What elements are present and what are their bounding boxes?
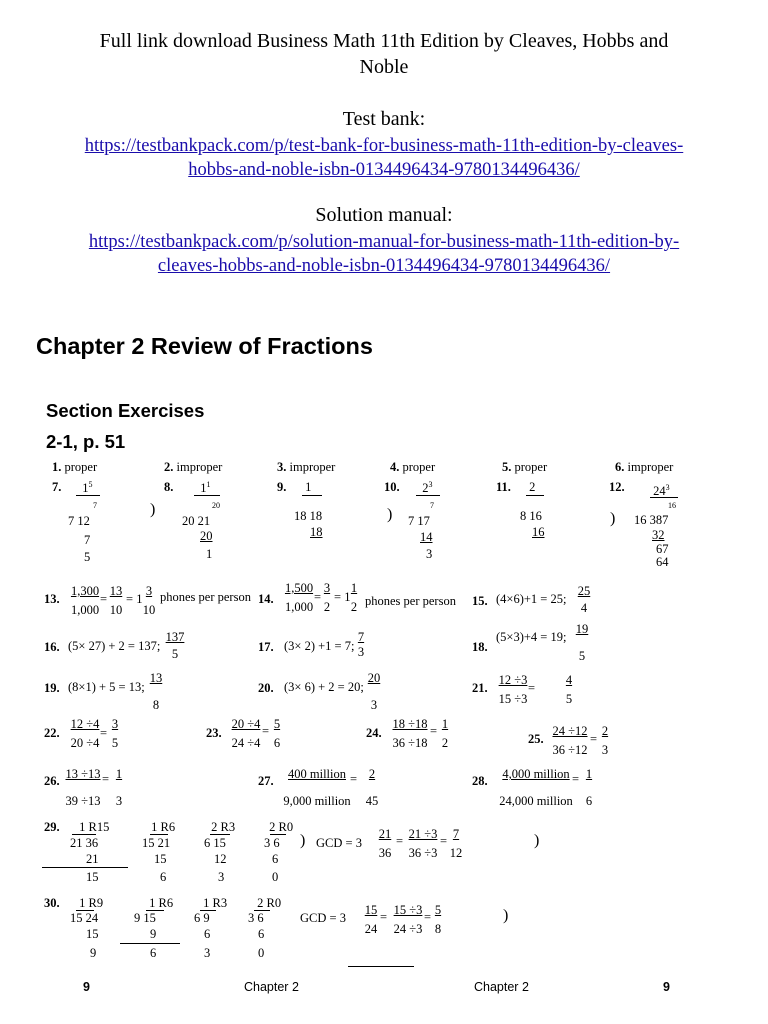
problem-24-number: 24. [366,726,382,740]
problem-21-fraction: 12 ÷3 15 ÷3 [498,673,528,706]
problem-7-fraction-denominator: 7 [93,501,97,510]
problem-9-number: 9. [277,480,287,494]
problem-8-dividend: 20 21 [182,514,211,528]
problem-30-step-4: 2 R0 [257,896,282,910]
problem-10-fraction-denominator: 7 [430,501,434,510]
problem-12-remainder-2: 64 [656,555,669,569]
problem-17-answer: 7 3 [357,630,365,659]
problem-number: 3. [277,460,287,474]
problem-3 [277,460,335,475]
problem-22-number: 22. [44,726,60,740]
problem-answer: improper [176,460,223,474]
problem-16-answer: 137 5 [165,630,185,661]
problem-29-step-1-subtract: 21 [86,852,99,866]
problem-28-answer: 1 6 [585,767,593,808]
problem-24-answer: 1 2 [441,717,449,750]
problem-29-fraction: 21 36 [378,827,392,860]
problem-22-fraction: 12 ÷4 20 ÷4 [70,717,100,750]
problem-29-gcd: GCD = 3 [316,836,362,850]
problem-30-step-4-remainder: 0 [258,946,265,960]
problem-10-subtract: 14 [420,530,433,544]
problem-29-step-2: 1 R6 [151,820,176,834]
bracket-mark: ) [387,506,393,523]
problem-29-number: 29. [44,820,60,834]
problem-21-answer: 4 5 [565,673,573,706]
problem-30-step-2-dividend: 9 15 [134,911,156,925]
problem-18-number: 18. [472,640,488,654]
footer-page-number-right: 9 [663,980,670,994]
problem-answer: proper [402,460,436,474]
problem-29-step-1: 1 R15 [79,820,110,834]
problem-29-step-3: 2 R3 [211,820,236,834]
problem-29-step-3-subtract: 12 [214,852,227,866]
problem-5 [502,460,547,475]
problem-8-quotient: $1^1$ [200,480,211,496]
problem-29-step-2-dividend: 15 21 [142,836,171,850]
problem-13-fraction: 1,300 1,000 [70,584,100,617]
problem-26-answer: 1 3 [115,767,123,808]
problem-29-step-3-dividend: 6 15 [204,836,226,850]
problem-14-fraction: 1,500 1,000 [284,581,314,614]
footer-page-number-left: 9 [83,980,90,994]
problem-27-fraction: 400 million 9,000 million [283,767,351,808]
problem-30-step-1-dividend: 15 24 [70,911,99,925]
problem-23-fraction: 20 ÷4 24 ÷4 [231,717,261,750]
problem-26-number: 26. [44,774,60,788]
problem-12-quotient: $24^3$ [653,483,670,499]
problem-25-number: 25. [528,732,544,746]
problem-17-number: 17. [258,640,274,654]
problem-23-number: 23. [206,726,222,740]
doc-title-line-1: Full link download Business Math 11th Edition by Cleaves, Hobbs and [99,30,669,52]
doc-title-line-2: Noble [359,56,409,78]
problem-7-number: 7. [52,480,62,494]
testbank-link-line-2[interactable]: hobbs-and-noble-isbn-0134496434-9780134496436/ [188,160,580,180]
problem-30-step-2: 1 R6 [149,896,174,910]
problem-11-dividend: 8 16 [520,509,542,523]
bracket-mark: ) [300,832,306,849]
solution-label: Solution manual: [315,204,453,226]
problem-29-step-2-remainder: 6 [160,870,167,884]
problem-11-quotient: 2 [529,480,536,494]
problem-27-answer: 2 45 [365,767,379,808]
problem-15-expression: (4×6)+1 = 25; [496,592,567,606]
problem-25-fraction: 24 ÷12 36 ÷12 [552,724,588,757]
problem-8-fraction-denominator: 20 [212,501,220,510]
problem-29-step-1-dividend: 21 36 [70,836,99,850]
problem-10-dividend: 7 17 [408,514,430,528]
problem-30-step-1: 1 R9 [79,896,104,910]
solution-link-line-1[interactable]: https://testbankpack.com/p/solution-manual-for-business-math-11th-edition-by- [88,232,680,252]
problem-8-number: 8. [164,480,174,494]
problem-30-number: 30. [44,896,60,910]
problem-28-fraction: 4,000 million 24,000 million [499,767,573,808]
problem-30-gcd: GCD = 3 [300,911,346,925]
problem-14-fraction-2: 3 2 [323,581,331,614]
testbank-link-line-1[interactable]: https://testbankpack.com/p/test-bank-for-business-math-11th-edition-by-cleaves- [84,136,684,156]
problem-12-remainder: 67 [656,542,669,556]
problem-7-dividend: 7 12 [68,514,90,528]
problem-30-step-1-subtract: 15 [86,927,99,941]
problem-29-step-4-subtract: 6 [272,852,279,866]
problem-answer: improper [289,460,336,474]
problem-24-fraction: 18 ÷18 36 ÷18 [392,717,428,750]
problem-18-answer: 19 5 [575,622,589,663]
solution-link-line-2[interactable]: cleaves-hobbs-and-noble-isbn-0134496434-9780134496436/ [157,256,611,276]
problem-21-number: 21. [472,681,488,695]
problem-29-answer: 7 12 [449,827,463,860]
problem-23-answer: 5 6 [273,717,281,750]
problem-29-step-4-dividend: 3 6 [264,836,280,850]
problem-7-subtract: 7 [84,533,91,547]
problem-15-answer: 25 4 [577,584,591,615]
problem-10-quotient: $2^3$ [422,480,433,496]
problem-30-step-3-dividend: 6 9 [194,911,210,925]
problem-30-step-2-subtract: 9 [150,927,157,941]
problem-12-fraction-denominator: 16 [668,501,676,510]
problem-answer: improper [627,460,674,474]
problem-26-fraction: 13 ÷13 39 ÷13 [65,767,101,808]
problem-29-step-3-remainder: 3 [218,870,225,884]
problem-11-number: 11. [496,480,511,494]
problem-2 [164,460,222,475]
problem-number: 6. [615,460,625,474]
problem-13-fraction-3: 3 10 [142,584,156,617]
problem-9-dividend: 18 18 [294,509,323,523]
problem-30-step-3: 1 R3 [203,896,228,910]
problem-29-step-2-subtract: 15 [154,852,167,866]
problem-answer: proper [64,460,98,474]
problem-17-expression: (3× 2) +1 = 7; [284,639,355,653]
section-title: Section Exercises [46,400,205,421]
problem-10-number: 10. [384,480,400,494]
problem-12-number: 12. [609,480,625,494]
problem-10-remainder: 3 [426,547,433,561]
problem-number: 2. [164,460,174,474]
problem-13-whole: = 1 [126,592,143,606]
problem-18-expression: (5×3)+4 = 19; [496,630,567,644]
problem-22-answer: 3 5 [111,717,119,750]
problem-30-step-3-subtract: 6 [204,927,211,941]
problem-11-subtract: 16 [532,525,545,539]
problem-1 [52,460,97,475]
problem-number: 1. [52,460,62,474]
problem-30-fraction: 15 24 [364,903,378,936]
problem-27-number: 27. [258,774,274,788]
problem-number: 5. [502,460,512,474]
problem-8-subtract: 20 [200,529,213,543]
problem-14-number: 14. [258,592,274,606]
chapter-title: Chapter 2 Review of Fractions [36,333,373,359]
problem-20-number: 20. [258,681,274,695]
problem-7-quotient: $1^5$ [82,480,93,496]
problem-28-number: 28. [472,774,488,788]
bracket-mark: ) [610,510,616,527]
divider-line [348,966,414,967]
problem-answer: proper [514,460,548,474]
bracket-mark: ) [503,907,509,924]
problem-9-quotient: 1 [305,480,312,494]
problem-13-unit: phones per person [160,590,251,604]
problem-12-dividend: 16 387 [634,513,669,527]
footer-chapter-right: Chapter 2 [474,980,529,994]
problem-6 [615,460,673,475]
problem-30-answer: 5 8 [434,903,442,936]
problem-14-unit: phones per person [365,594,456,608]
problem-number: 4. [390,460,400,474]
problem-30-step-2-remainder: 6 [150,946,157,960]
problem-29-step-4: 2 R0 [269,820,294,834]
problem-14-whole: = 1 [334,590,351,604]
footer-chapter-left: Chapter 2 [244,980,299,994]
problem-29-reduce: 21 ÷3 36 ÷3 [408,827,438,860]
problem-14-fraction-3: 1 2 [350,581,358,614]
problem-30-step-4-dividend: 3 6 [248,911,264,925]
problem-20-expression: (3× 6) + 2 = 20; [284,680,364,694]
bracket-mark: ) [534,832,540,849]
problem-30-reduce: 15 ÷3 24 ÷3 [393,903,423,936]
problem-12-subtract: 32 [652,528,665,542]
problem-8-remainder: 1 [206,547,213,561]
testbank-label: Test bank: [342,108,426,130]
problem-13-number: 13. [44,592,60,606]
problem-30-step-3-remainder: 3 [204,946,211,960]
problem-19-answer: 13 8 [149,671,163,712]
subsection-title: 2-1, p. 51 [46,431,126,452]
problem-20-answer: 20 3 [367,671,381,712]
problem-4 [390,460,435,475]
problem-15-number: 15. [472,594,488,608]
problem-30-step-4-subtract: 6 [258,927,265,941]
problem-30-step-1-remainder: 9 [90,946,97,960]
problem-16-expression: (5× 27) + 2 = 137; [68,639,161,653]
problem-7-remainder: 5 [84,550,91,564]
problem-9-subtract: 18 [310,525,323,539]
bracket-mark: ) [150,501,156,518]
problem-13-fraction-2: 13 10 [109,584,123,617]
problem-29-step-1-remainder: 15 [86,870,99,884]
problem-25-answer: 2 3 [601,724,609,757]
problem-19-number: 19. [44,681,60,695]
problem-19-expression: (8×1) + 5 = 13; [68,680,145,694]
problem-16-number: 16. [44,640,60,654]
problem-29-step-4-remainder: 0 [272,870,279,884]
